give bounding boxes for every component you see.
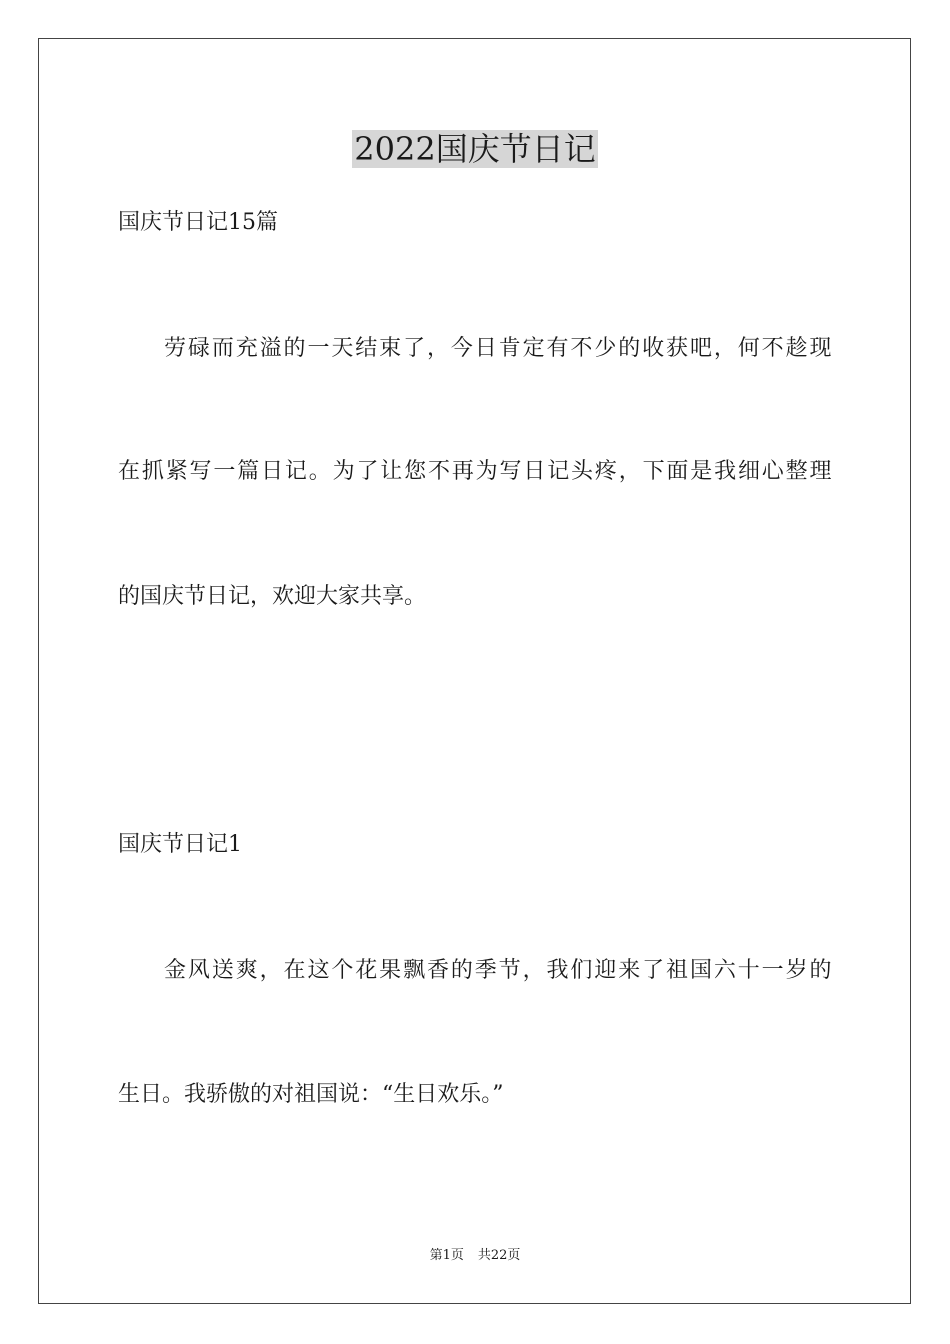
intro-line-1: 劳碌而充溢的一天结束了，今日肯定有不少的收获吧，何不趁现 <box>164 336 832 361</box>
page-number: 第1页 <box>429 1248 464 1263</box>
body-line-1: 金风送爽，在这个花果飘香的季节，我们迎来了祖国六十一岁的 <box>164 958 832 983</box>
body-line-2: 生日。我骄傲的对祖国说：“生日欢乐。” <box>118 1082 504 1107</box>
section-heading: 国庆节日记1 <box>118 832 242 857</box>
document-title-text: 2022国庆节日记 <box>354 130 596 168</box>
document-title <box>0 128 950 170</box>
page-total: 共22页 <box>477 1248 521 1263</box>
intro-line-3: 的国庆节日记，欢迎大家共享。 <box>118 584 427 609</box>
subtitle: 国庆节日记15篇 <box>118 210 278 235</box>
page-footer <box>0 1247 950 1265</box>
intro-line-2: 在抓紧写一篇日记。为了让您不再为写日记头疼，下面是我细心整理 <box>118 459 832 484</box>
